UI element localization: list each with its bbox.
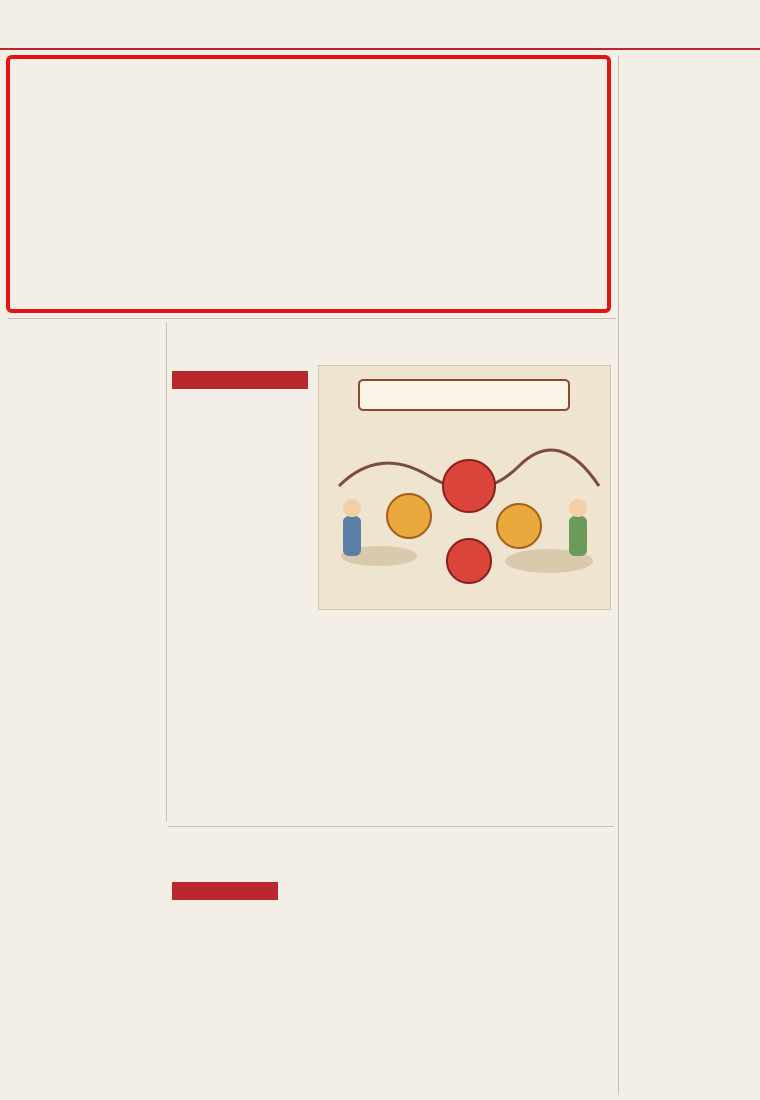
left-body-1 bbox=[48, 350, 160, 740]
jump-line bbox=[48, 322, 138, 334]
food-column-1 bbox=[172, 408, 240, 818]
lead-column-5 bbox=[494, 150, 602, 306]
food-column-4 bbox=[466, 630, 611, 820]
food-column-3 bbox=[318, 630, 458, 820]
lead-column-1 bbox=[20, 150, 130, 306]
bottom-top-rule bbox=[168, 826, 614, 827]
poster-char-circle bbox=[497, 504, 541, 548]
lead-column-3 bbox=[258, 150, 368, 306]
taiwan-column-4 bbox=[510, 882, 614, 1094]
food-tag bbox=[172, 371, 308, 389]
right-credit bbox=[626, 1072, 748, 1092]
taiwan-column-3 bbox=[400, 882, 504, 1094]
left-column-divider bbox=[166, 322, 167, 822]
point-4-body bbox=[626, 406, 748, 578]
poster-artwork bbox=[319, 366, 611, 610]
taiwan-column-1 bbox=[172, 906, 278, 1094]
poster-char-circle bbox=[447, 539, 491, 583]
point-6-body bbox=[626, 834, 748, 1064]
poster-illustration bbox=[318, 365, 611, 610]
point-3-body bbox=[626, 214, 748, 370]
food-column-2 bbox=[246, 408, 314, 818]
poster-char-circle bbox=[443, 460, 495, 512]
left-body-2 bbox=[48, 758, 160, 1096]
right-intro bbox=[626, 62, 748, 182]
taiwan-column-2 bbox=[286, 882, 392, 1094]
poster-char-circle bbox=[387, 494, 431, 538]
right-column-divider bbox=[618, 55, 619, 1095]
lead-column-2 bbox=[140, 150, 250, 306]
masthead bbox=[0, 0, 760, 50]
taiwan-tag bbox=[172, 882, 278, 900]
point-5-body bbox=[626, 612, 748, 800]
lead-column-4 bbox=[376, 150, 486, 306]
middle-top-rule bbox=[8, 318, 616, 319]
